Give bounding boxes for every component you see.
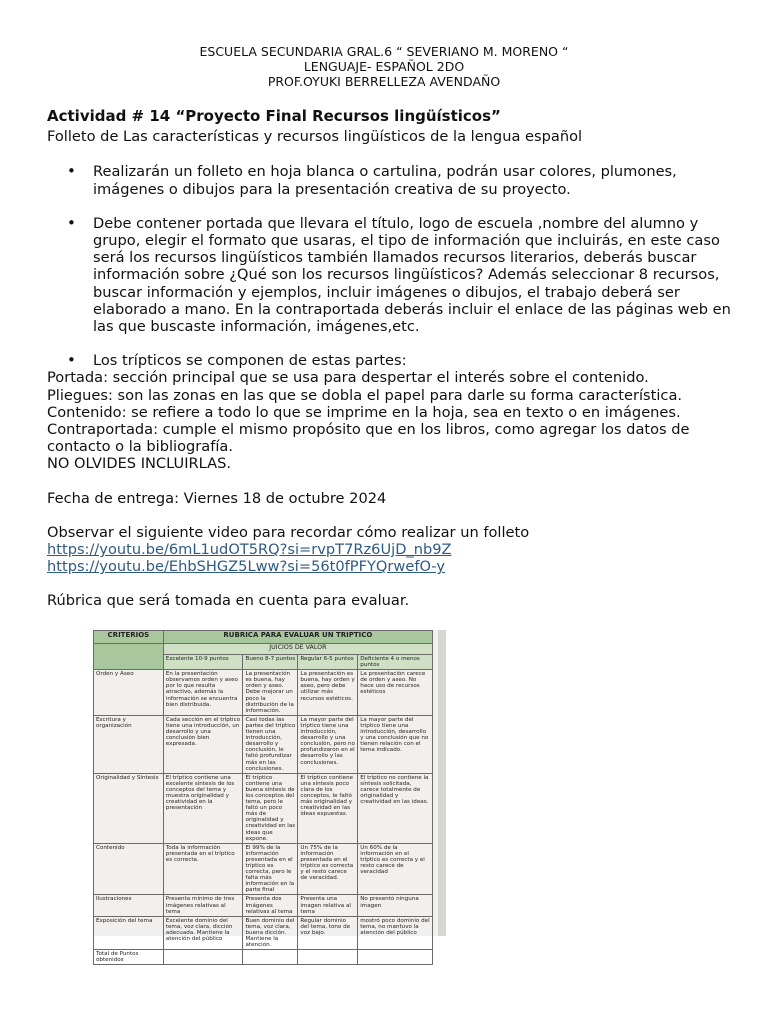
rubric-criterion: Orden y Aseo (94, 670, 164, 716)
activity-subtitle: Folleto de Las características y recursos lingüísticos de la lengua español (47, 128, 583, 146)
document-body (47, 108, 737, 610)
rubric-cell: Buen dominio del tema, voz clara, buena dicción. Mantiene la atención. (243, 916, 298, 949)
list-item: • Los trípticos se componen de estas partes: (47, 352, 737, 369)
document-header (0, 44, 768, 89)
rubric-cell: El tríptico no contiene la síntesis solicitada, carece totalmente de originalidad y creatividad en las ideas. (358, 773, 433, 843)
rubric-cell: Presenta mínimo de tres imágenes relativas al tema (163, 895, 243, 916)
rubric-cell: En la presentación observamos orden y aseo por lo que resulta atractivo, además la información se encuentra bien distribuida. (163, 670, 243, 716)
part-portada: Portada: sección principal que se usa para despertar el interés sobre el contenido. (47, 369, 649, 387)
rubric-image (93, 630, 446, 964)
rubric-cell: El 99% de la información presentada en el tríptico es correcta, pero le falta más información en la parte final (243, 843, 298, 895)
rubric-cell: El tríptico contiene una excelente síntesis de los conceptos del tema y muestra originalidad y creatividad en la presentación (163, 773, 243, 843)
rubric-criterion: Total de Puntos obtenidos (94, 950, 164, 965)
instruction-list (47, 163, 737, 369)
image-scroll-edge (438, 630, 446, 936)
rubric-cell: Regular dominio del tema, tono de voz bajo. (298, 916, 358, 949)
list-item: • Debe contener portada que llevara el título, logo de escuela ,nombre del alumno y grupo, elegir el formato que usaras, el tipo de información que incluirás, en este caso será los recursos lingüísticos también llamados recursos literarios, deberás buscar información sobre ¿Qué son los recursos lingüísticos? Además seleccionar 8 recursos, buscar información y ejemplos, incluir imágenes o dibujos, el trabajo deberá ser elaborado a mano. En la contraportada deberás incluir el enlace de las páginas web en las que buscaste información, imágenes,etc. (47, 215, 737, 335)
rubric-intro: Rúbrica que será tomada en cuenta para evaluar. (47, 592, 410, 610)
part-pliegues: Pliegues: son las zonas en las que se dobla el papel para darle su forma característica. (47, 386, 683, 404)
rubric-level: Bueno 8-7 puntos (243, 655, 298, 670)
rubric-cell: Un 75% de la información presentada en el tríptico es correcta y el resto carece de veracidad. (298, 843, 358, 895)
part-contenido: Contenido: se refiere a todo lo que se imprime en la hoja, sea en texto o en imágenes. (47, 403, 681, 421)
rubric-criterion: Ilustraciones (94, 895, 164, 916)
rubric-cell: Toda la información presentada en el tríptico es correcta. (163, 843, 243, 895)
reminder-text: NO OLVIDES INCLUIRLAS. (47, 455, 231, 473)
rubric-cell: Cada sección en el tríptico tiene una introducción, un desarrollo y una conclusión bien expresada. (163, 715, 243, 773)
rubric-level: Deficiente 4 o menos puntos (358, 655, 433, 670)
rubric-criterion: Originalidad y Síntesis (94, 773, 164, 843)
subject-line: LENGUAJE- ESPAÑOL 2DO (303, 59, 465, 74)
rubric-cell: mostró poco dominio del tema, no mantuvo la atención del público (358, 916, 433, 949)
due-date: Fecha de entrega: Viernes 18 de octubre 2024 (47, 489, 387, 507)
rubric-cell: El tríptico contiene una síntesis poco clara de los conceptos, le faltó más originalidad y creatividad en las ideas expuestas. (298, 773, 358, 843)
rubric-criterion: Escritura y organización (94, 715, 164, 773)
part-contraportada: Contraportada: cumple el mismo propósito que en los libros, como agregar los datos de contacto o la bibliografía. (47, 421, 690, 456)
video-link-2[interactable]: https://youtu.be/EhbSHGZ5Lww?si=56t0fPFYQrwefO-y (47, 558, 445, 576)
rubric-cell (163, 950, 243, 965)
rubric-level: Regular 6-5 puntos (298, 655, 358, 670)
rubric-judgement-header: JUICIOS DE VALOR (163, 644, 432, 655)
rubric-table (93, 630, 433, 965)
video-intro: Observar el siguiente video para recordar cómo realizar un folleto (47, 523, 530, 541)
rubric-cell: Un 60% de la información en el tríptico es correcta y el resto carece de veracidad (358, 843, 433, 895)
list-item: • Realizarán un folleto en hoja blanca o cartulina, podrán usar colores, plumones, imágenes o dibujos para la presentación creativa de su proyecto. (47, 163, 737, 197)
rubric-cell: Presenta una imagen relativa al tema (298, 895, 358, 916)
rubric-cell: La presentación es buena, hay orden y aseo. Debe mejorar un poco la distribución de la información. (243, 670, 298, 716)
rubric-cell: La presentación carece de orden y aseo. No hace uso de recursos estéticos (358, 670, 433, 716)
rubric-cell: La mayor parte del tríptico tiene una introducción, desarrollo y una conclusión, pero no profundizaron en el desarrollo y las conclusiones. (298, 715, 358, 773)
rubric-level: Excelente 10-9 puntos (163, 655, 243, 670)
rubric-cell: Presenta dos imágenes relativas al tema (243, 895, 298, 916)
rubric-cell (358, 950, 433, 965)
rubric-cell: La mayor parte del tríptico tiene una introducción, desarrollo y una conclusión que no tienen relación con el tema indicado. (358, 715, 433, 773)
rubric-cell: Excelente dominio del tema, voz clara, dicción adecuada. Mantiene la atención del público (163, 916, 243, 949)
video-link-1[interactable]: https://youtu.be/6mL1udOT5RQ?si=rvpT7Rz6UjD_nb9Z (47, 541, 452, 559)
rubric-cell: La presentación es buena, hay orden y aseo, pero debe utilizar más recursos estéticos. (298, 670, 358, 716)
rubric-cell: No presentó ninguna imagen (358, 895, 433, 916)
rubric-cell: El tríptico contiene una buena síntesis de los conceptos del tema, pero le faltó un poco más de originalidad y creatividad en las ideas que expone. (243, 773, 298, 843)
rubric-title: RUBRICA PARA EVALUAR UN TRIPTICO (163, 631, 432, 644)
rubric-cell (298, 950, 358, 965)
school-name: ESCUELA SECUNDARIA GRAL.6 “ SEVERIANO M. MORENO “ (199, 44, 569, 59)
rubric-cell (243, 950, 298, 965)
rubric-criterion: Exposición del tema (94, 916, 164, 949)
rubric-criteria-header: CRITERIOS (94, 631, 164, 644)
rubric-criterion: Contenido (94, 843, 164, 895)
rubric-cell: Casi todas las partes del tríptico tienen una introducción, desarrollo y conclusión, le faltó profundizar más en las conclusiones. (243, 715, 298, 773)
activity-title: Actividad # 14 “Proyecto Final Recursos lingüísticos” (47, 107, 501, 125)
teacher-line: PROF.OYUKI BERRELLEZA AVENDAÑO (267, 74, 501, 89)
